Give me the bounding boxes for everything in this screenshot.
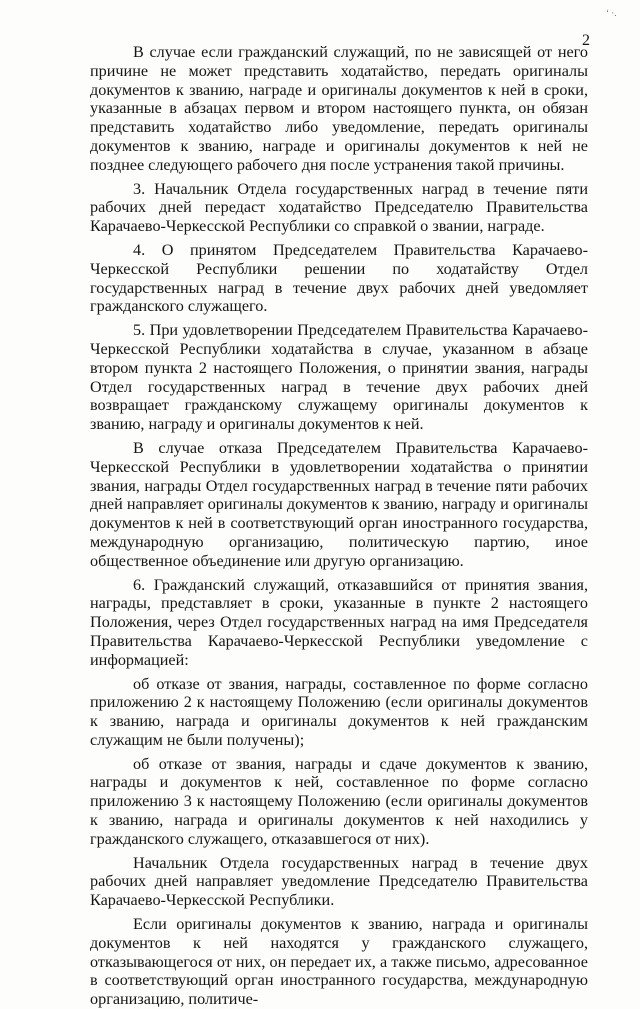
paragraph: В случае отказа Председателем Правительства Карачаево-Черкесской Республики в удовлетворении ходатайства о принятии звания, награды Отдел государственных наград в течение пяти рабочих дней направляет оригиналы документов к званию, награду и оригиналы документов к ней в соответствующий орган иностранного государства, международную организацию, политическую партию, иное общественное объединение или другую организацию. bbox=[90, 438, 588, 570]
paragraph: об отказе от звания, награды, составленное по форме согласно приложению 2 к настоящему Положению (если оригиналы документов к званию, награда и оригиналы документов к ней гражданским служащим не были получены); bbox=[90, 674, 588, 749]
paragraph: 5. При удовлетворении Председателем Правительства Карачаево-Черкесской Республики ходатайства в случае, указанном в абзаце втором пункта 2 настоящего Положения, о принятии звания, награды Отдел государственных наград в течение двух рабочих дней возвращает гражданскому служащему оригиналы документов к званию, награду и оригиналы документов к ней. bbox=[90, 321, 588, 434]
paragraph: об отказе от звания, награды и сдаче документов к званию, награды и документов к ней, составленное по форме согласно приложению 3 к настоящему Положению (если оригиналы документов к званию, награда и оригиналы документов к ней находились у гражданского служащего, отказавшегося от них). bbox=[90, 754, 588, 848]
paragraph: В случае если гражданский служащий, по не зависящей от него причине не может представить ходатайство, передать оригиналы документов к званию, награде и оригиналы документов к ней в сроки, указанные в абзацах первом и втором настоящего пункта, он обязан представить ходатайство либо уведомление, передать оригиналы документов к званию, награде и оригиналы документов к ней не позднее следующего рабочего дня после устранения такой причины. bbox=[90, 43, 588, 174]
paragraph: 6. Гражданский служащий, отказавшийся от принятия звания, награды, представляет в сроки, указанные в пункте 2 настоящего Положения, через Отдел государственных наград на имя Председателя Правительства Карачаево-Черкесской Республики уведомление с информацией: bbox=[90, 575, 588, 669]
corner-mark: ‘ ·. bbox=[606, 8, 617, 18]
paragraph: Если оригиналы документов к званию, награда и оригиналы документов к ней находятся у гражданского служащего, отказывающегося от них, он передает их, а также письмо, адресованное в соответствующий орган иностранного государства, международную организацию, политиче- bbox=[90, 915, 588, 1009]
paragraph: Начальник Отдела государственных наград в течение двух рабочих дней направляет уведомление Председателю Правительства Карачаево-Черкесской Республики. bbox=[90, 853, 588, 910]
page-number: 2 bbox=[582, 32, 590, 49]
paragraph: 3. Начальник Отдела государственных наград в течение пяти рабочих дней передаст ходатайство Председателю Правительства Карачаево-Черкесской Республики со справкой о звании, награде. bbox=[90, 179, 588, 236]
paragraph: 4. О принятом Председателем Правительства Карачаево-Черкесской Республики решении по ходатайству Отдел государственных наград в течение двух рабочих дней уведомляет гражданского служащего. bbox=[90, 240, 588, 316]
document-body bbox=[90, 43, 588, 1009]
